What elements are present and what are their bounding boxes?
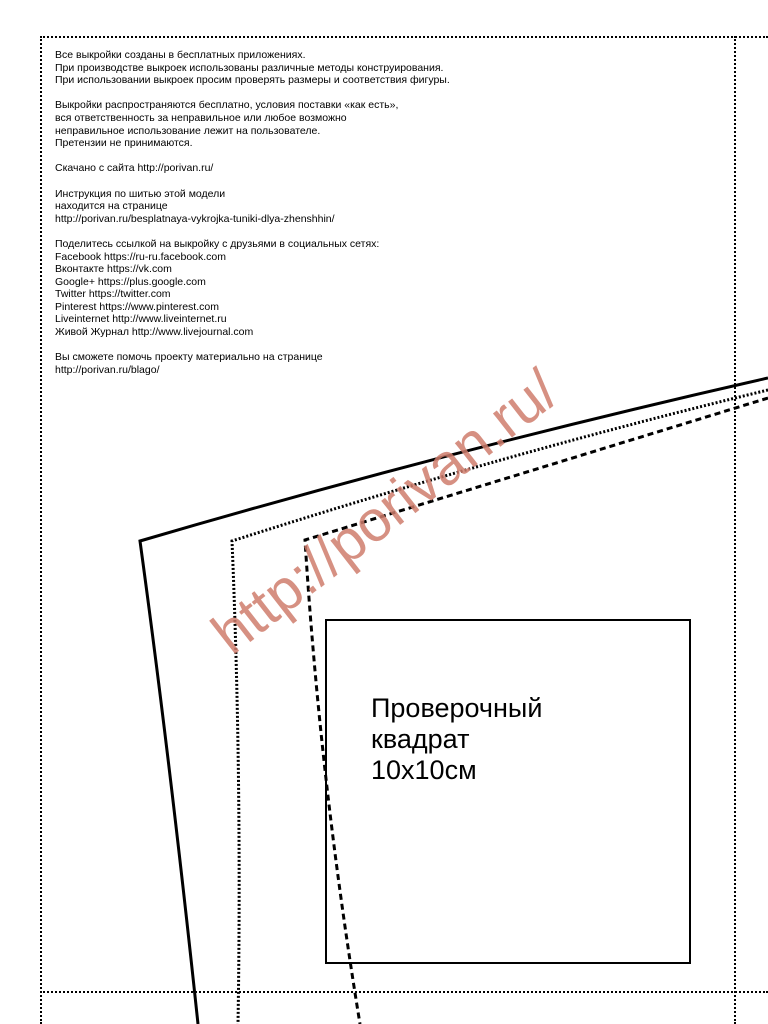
- check-square-10x10: [325, 619, 691, 964]
- info-line: При использовании выкроек просим проверять размеры и соответствия фигуры.: [55, 74, 450, 87]
- check-square-label-line: Проверочный: [371, 693, 543, 723]
- social-link: Pinterest https://www.pinterest.com: [55, 300, 219, 313]
- info-line: неправильное использование лежит на пользователе.: [55, 124, 321, 137]
- info-line: Все выкройки созданы в бесплатных приложениях.: [55, 49, 306, 61]
- social-link: Facebook https://ru-ru.facebook.com: [55, 250, 226, 263]
- instruction-link: http://porivan.ru/besplatnaya-vykrojka-tuniki-dlya-zhenshhin/: [55, 212, 335, 225]
- social-link: Вконтакте https://vk.com: [55, 263, 172, 276]
- social-link: Liveinternet http://www.liveinternet.ru: [55, 313, 227, 326]
- info-line: Вы сможете помочь проекту материально на странице: [55, 351, 323, 364]
- info-line: Претензии не принимаются.: [55, 137, 193, 150]
- social-link: Живой Журнал http://www.livejournal.com: [55, 326, 254, 339]
- info-line: При производстве выкроек использованы различные методы конструирования.: [55, 61, 444, 74]
- info-line: Выкройки распространяются бесплатно, условия поставки «как есть»,: [55, 99, 399, 112]
- check-square-label-line: квадрат: [371, 724, 470, 754]
- check-square-label: [371, 693, 542, 786]
- check-square-label-line: 10x10см: [371, 755, 477, 785]
- donate-link: http://porivan.ru/blago/: [55, 363, 160, 376]
- info-line: вся ответственность за неправильное или любое возможно: [55, 111, 347, 124]
- info-line: Поделитесь ссылкой на выкройку с друзьями в социальных сетях:: [55, 237, 380, 250]
- social-link: Google+ https://plus.google.com: [55, 275, 206, 288]
- social-link: Twitter https://twitter.com: [55, 288, 171, 301]
- site-watermark: http://porivan.ru/: [199, 357, 571, 667]
- source-link: Скачано с сайта http://porivan.ru/: [55, 162, 214, 175]
- info-line: находится на странице: [55, 200, 168, 213]
- info-line: Инструкция по шитью этой модели: [55, 187, 226, 200]
